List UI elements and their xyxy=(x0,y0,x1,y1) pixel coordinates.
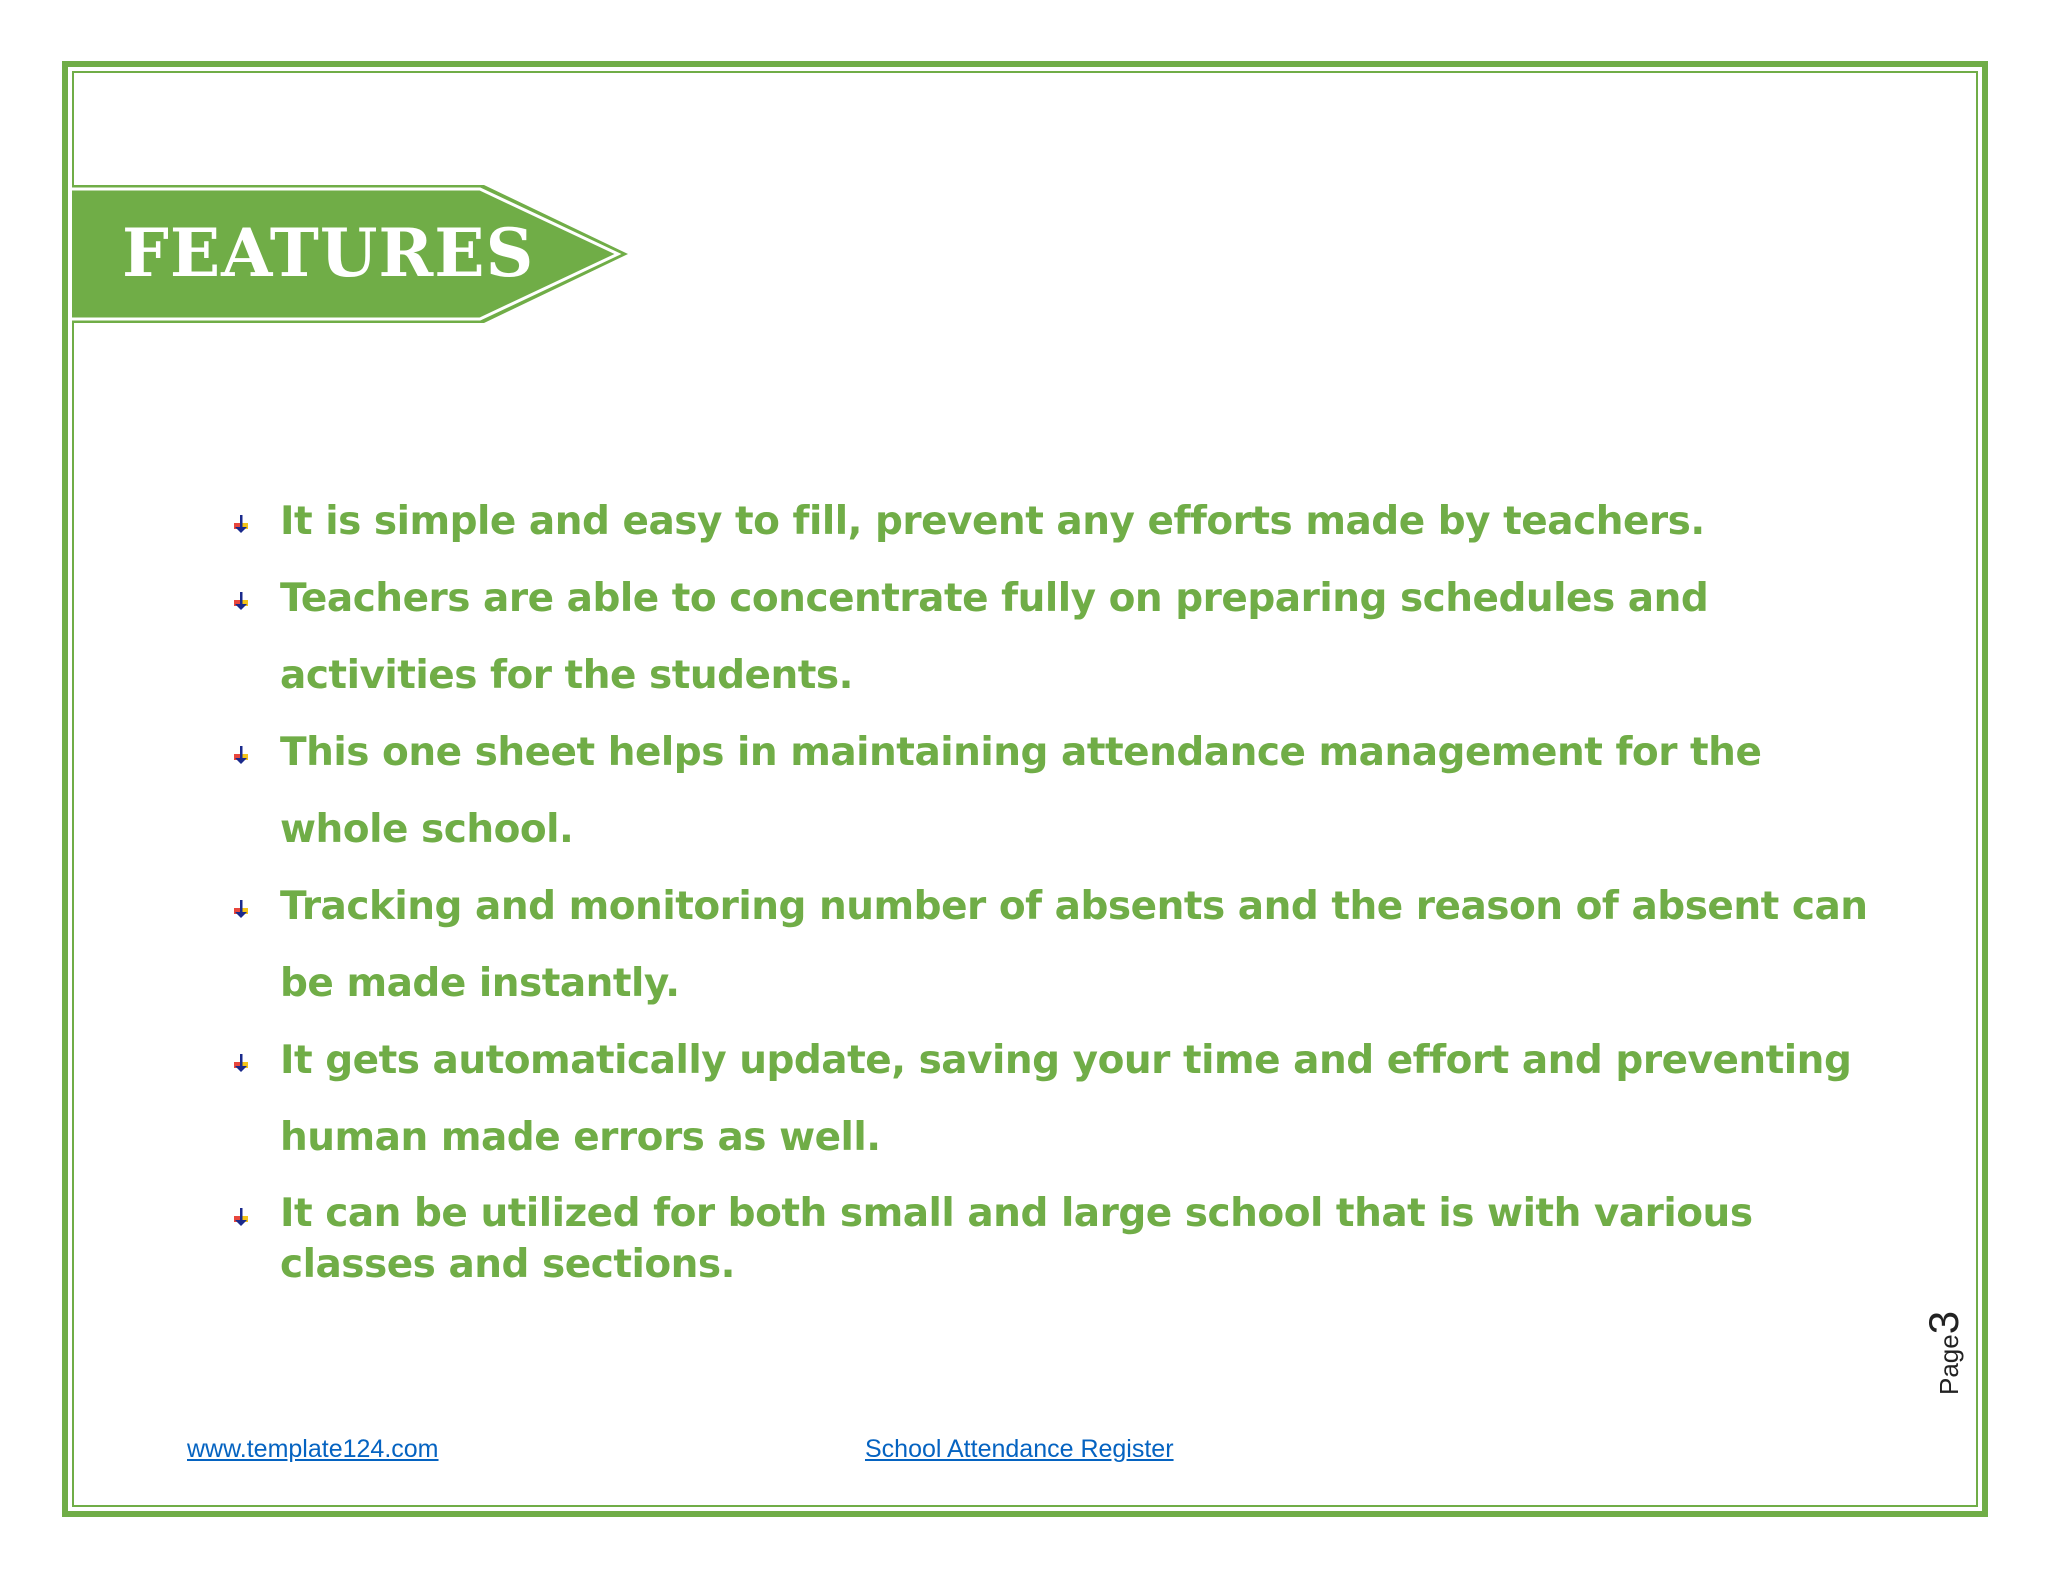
arrow-bullet-icon xyxy=(230,513,252,535)
feature-item xyxy=(230,1022,1880,1176)
feature-text: It can be utilized for both small and large school that is with various classes and sections. xyxy=(280,1191,1753,1287)
section-title: FEATURES xyxy=(122,214,535,292)
arrow-bullet-icon xyxy=(230,590,252,612)
arrow-bullet-icon xyxy=(230,898,252,920)
arrow-bullet-icon xyxy=(230,1052,252,1074)
feature-item xyxy=(230,868,1880,1022)
feature-text: It gets automatically update, saving your time and effort and preventing human made errors as well. xyxy=(280,1038,1852,1160)
page-number-value: 3 xyxy=(1920,1310,1967,1335)
feature-item xyxy=(230,560,1880,714)
footer-website-link[interactable]: www.template124.com xyxy=(187,1435,439,1463)
feature-text: It is simple and easy to fill, prevent any efforts made by teachers. xyxy=(280,499,1705,544)
feature-text: Teachers are able to concentrate fully on preparing schedules and activities for the students. xyxy=(280,576,1709,698)
page-number-label: Page xyxy=(1934,1334,1964,1395)
feature-item xyxy=(230,483,1880,560)
arrow-bullet-icon xyxy=(230,1206,252,1228)
feature-list xyxy=(230,483,1880,1290)
page-number xyxy=(1920,1195,1968,1395)
arrow-bullet-icon xyxy=(230,744,252,766)
feature-item xyxy=(230,1188,1880,1290)
feature-item xyxy=(230,714,1880,868)
feature-text: Tracking and monitoring number of absents and the reason of absent can be made instantly. xyxy=(280,884,1868,1006)
feature-text: This one sheet helps in maintaining attendance management for the whole school. xyxy=(280,730,1762,852)
footer-document-title-link[interactable]: School Attendance Register xyxy=(865,1435,1174,1463)
section-banner xyxy=(72,183,632,325)
